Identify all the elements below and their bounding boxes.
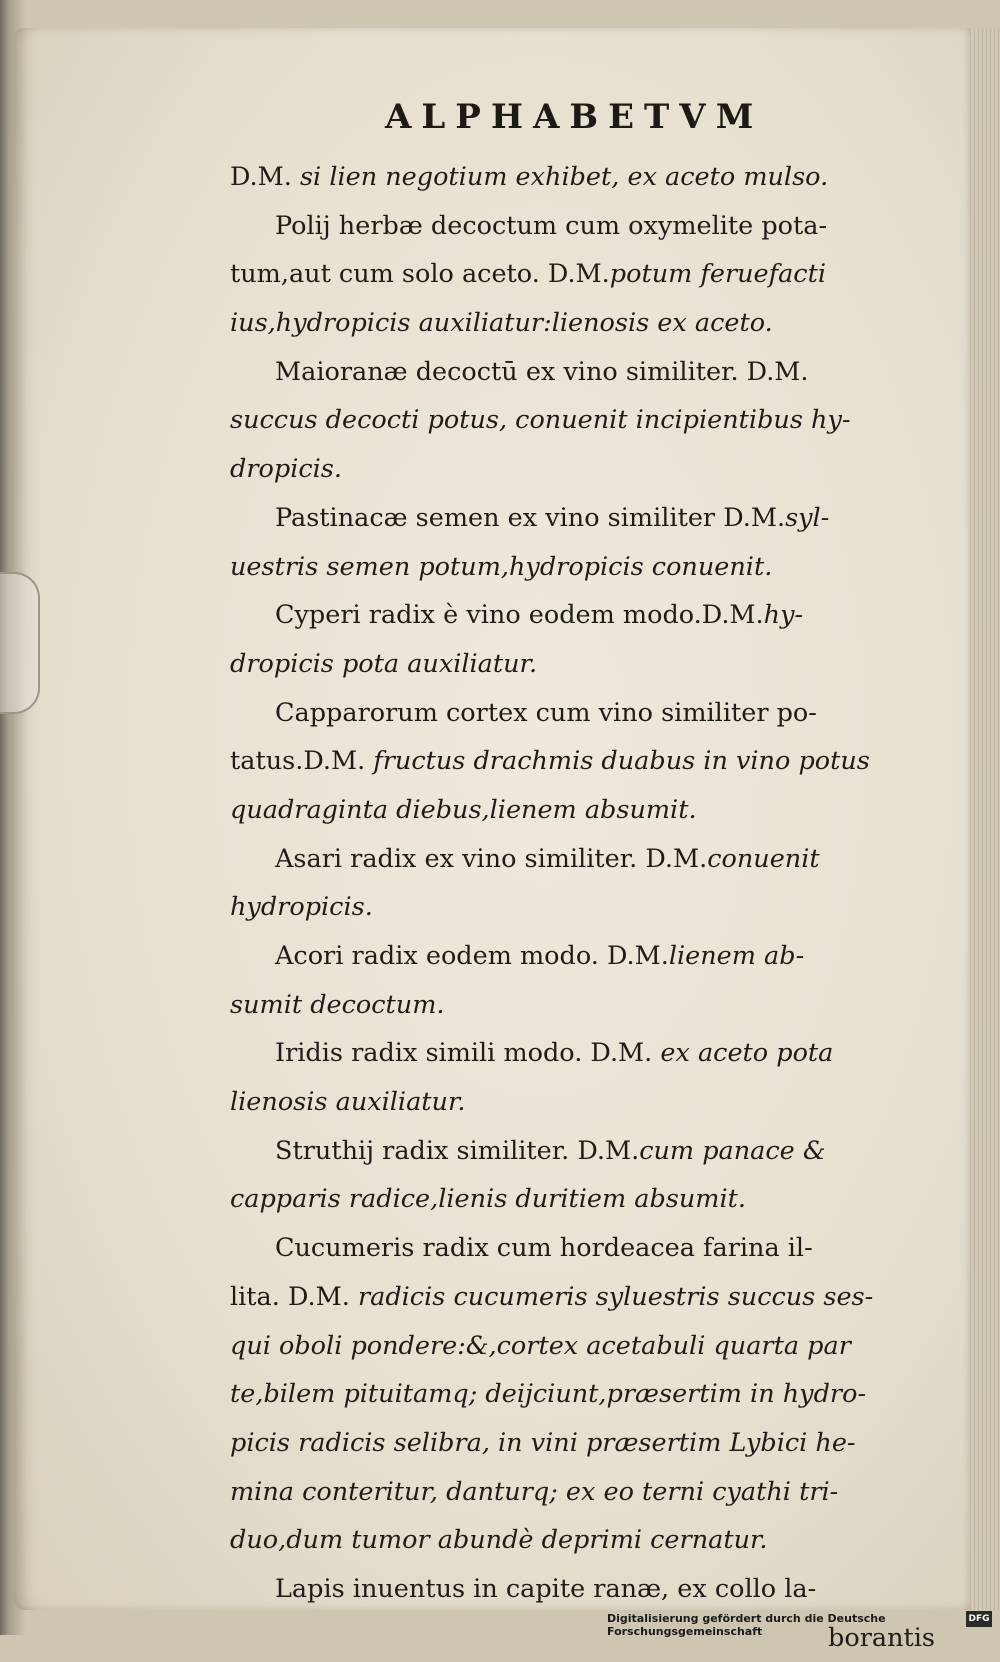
text-line-italic: picis radicis selibra, in vini præsertim Lybici he- <box>230 1427 856 1458</box>
text-line-italic: qui oboli pondere:&,cortex acetabuli quarta par <box>230 1330 851 1361</box>
thumb-tab-cutout <box>0 572 40 714</box>
text-line <box>230 1419 935 1468</box>
text-line <box>230 786 935 835</box>
text-line-italic: dropicis. <box>230 454 342 485</box>
text-line-italic: lienem ab- <box>668 941 805 971</box>
text-line-upright: Cucumeris radix cum hordeacea farina il- <box>275 1233 813 1264</box>
text-line-italic: dropicis pota auxiliatur. <box>230 648 538 679</box>
digitization-credit: Digitalisierung gefördert durch die Deutsche Forschungsgemeinschaft <box>607 1612 886 1638</box>
text-line <box>230 932 935 981</box>
text-line <box>230 1273 935 1322</box>
text-line-upright: Polij herbæ decoctum cum oxymelite pota- <box>275 210 828 241</box>
text-line-upright: Asari radix ex vino similiter. D.M. <box>275 843 708 874</box>
text-line <box>230 299 935 348</box>
text-line <box>230 250 935 299</box>
dfg-logo: DFG <box>966 1611 992 1627</box>
text-line-upright: Pastinacæ semen ex vino similiter D.M. <box>275 502 786 533</box>
page-body-text <box>230 153 935 1662</box>
text-line <box>230 1370 935 1419</box>
text-line-upright: tum,aut cum solo aceto. D.M. <box>230 259 610 290</box>
text-line <box>230 1175 935 1224</box>
text-line-upright: Acori radix eodem modo. D.M. <box>275 941 669 971</box>
text-line-upright: D.M. <box>230 162 300 192</box>
text-line <box>230 1516 935 1565</box>
page-stack-edge <box>970 28 1000 1610</box>
text-line <box>230 1322 935 1371</box>
text-line-italic: lienosis auxiliatur. <box>230 1087 466 1118</box>
text-line-italic: quadraginta diebus,lienem absumit. <box>230 794 697 825</box>
text-line <box>230 689 935 738</box>
text-line <box>230 1565 935 1614</box>
text-line <box>230 1029 935 1078</box>
text-line-upright: Maioranæ decoctū ex vino similiter. D.M. <box>275 356 809 387</box>
text-line <box>230 348 935 397</box>
text-line <box>230 445 935 494</box>
text-line <box>230 591 935 640</box>
text-line-italic: sumit decoctum. <box>230 989 445 1020</box>
text-line-italic: potum feruefacti <box>609 259 826 290</box>
text-line <box>230 396 935 445</box>
text-line-italic: uestris semen potum,hydropicis conuenit. <box>230 551 773 582</box>
text-line-upright: lita. D.M. <box>230 1281 358 1312</box>
text-line-italic: radicis cucumeris syluestris succus ses- <box>357 1281 874 1312</box>
page-heading: ALPHABETVM <box>385 97 764 137</box>
text-line-italic: ex aceto pota <box>660 1038 834 1069</box>
text-line-italic: duo,dum tumor abundè deprimi cernatur. <box>230 1525 768 1556</box>
text-line-italic: fructus drachmis duabus in vino potus <box>373 746 870 777</box>
text-line-upright: Struthij radix similiter. D.M. <box>275 1135 640 1166</box>
text-line <box>230 981 935 1030</box>
text-line <box>230 1127 935 1176</box>
text-line-italic: hydropicis. <box>230 892 373 923</box>
text-line-italic: ius,hydropicis auxiliatur:lienosis ex aceto. <box>230 308 773 339</box>
text-line-italic: mina conteritur, danturq; ex eo terni cyathi tri- <box>230 1476 839 1507</box>
text-line-upright: tatus.D.M. <box>230 746 374 777</box>
text-line-italic: cum panace & <box>639 1135 826 1166</box>
text-line-upright: Lapis inuentus in capite ranæ, ex collo la- <box>275 1573 817 1604</box>
text-line <box>230 883 935 932</box>
text-line-italic: conuenit <box>707 843 820 874</box>
text-line <box>230 494 935 543</box>
catchword: borantis <box>828 1622 935 1653</box>
text-line <box>230 1224 935 1273</box>
text-line <box>230 153 935 202</box>
text-line <box>230 1078 935 1127</box>
text-line-italic: succus decocti potus, conuenit incipientibus hy- <box>230 405 851 436</box>
text-line <box>230 543 935 592</box>
text-line-italic: te,bilem pituitamq; deijciunt,præsertim in hydro- <box>230 1379 867 1410</box>
text-line <box>230 1468 935 1517</box>
text-line-italic: si lien negotium exhibet, ex aceto mulso. <box>299 162 829 192</box>
text-line <box>230 202 935 251</box>
text-line-italic: hy- <box>763 600 804 631</box>
text-line-italic: syl- <box>785 502 830 533</box>
text-line <box>230 737 935 786</box>
text-line <box>230 835 935 884</box>
text-line-italic: capparis radice,lienis duritiem absumit. <box>230 1184 746 1215</box>
text-line-upright: Iridis radix simili modo. D.M. <box>275 1038 661 1069</box>
text-line-upright: Capparorum cortex cum vino similiter po- <box>275 697 817 728</box>
text-line-upright: Cyperi radix è vino eodem modo.D.M. <box>275 600 764 631</box>
text-line <box>230 640 935 689</box>
